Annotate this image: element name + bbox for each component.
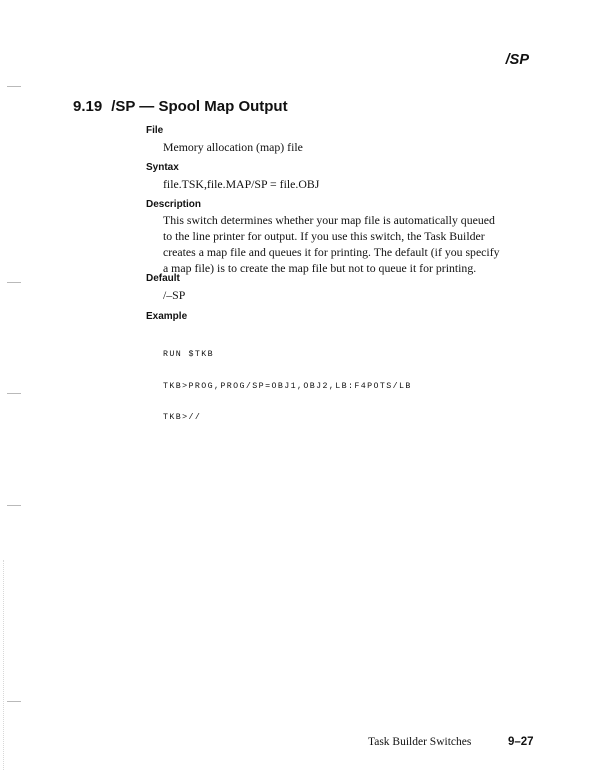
- description-line: to the line printer for output. If you use this switch, the Task Builder: [163, 229, 485, 243]
- running-head: /SP: [505, 52, 529, 68]
- scan-mark: [7, 282, 21, 283]
- file-heading: File: [146, 125, 164, 136]
- syntax-heading: Syntax: [146, 162, 179, 173]
- code-line: TKB>PROG,PROG/SP=OBJ1,OBJ2,LB:F4POTS/LB: [163, 381, 412, 391]
- scan-mark: [7, 505, 21, 506]
- description-line: This switch determines whether your map file is automatically queued: [163, 213, 495, 227]
- file-text: Memory allocation (map) file: [163, 140, 303, 154]
- scan-mark: [7, 86, 21, 87]
- example-code: [163, 329, 412, 434]
- description-line: a map file) is to create the map file but not to queue it for printing.: [163, 261, 477, 275]
- code-line: TKB>//: [163, 413, 202, 422]
- description-paragraph: [163, 212, 533, 276]
- page-number: 9–27: [508, 736, 534, 748]
- scan-mark: [7, 701, 21, 702]
- code-line: RUN $TKB: [163, 350, 215, 359]
- section-number: 9.19: [73, 98, 103, 115]
- section-title: [73, 98, 288, 115]
- default-heading: Default: [146, 273, 180, 284]
- footer-title: Task Builder Switches: [368, 736, 472, 748]
- example-heading: Example: [146, 311, 188, 322]
- syntax-text: file.TSK,file.MAP/SP = file.OBJ: [163, 177, 320, 191]
- section-heading: /SP — Spool Map Output: [111, 98, 288, 115]
- default-text: /–SP: [163, 288, 186, 302]
- scan-mark: [7, 393, 21, 394]
- scan-edge: [3, 560, 4, 770]
- description-heading: Description: [146, 199, 202, 210]
- description-line: creates a map file and queues it for printing. The default (if you specify: [163, 245, 500, 259]
